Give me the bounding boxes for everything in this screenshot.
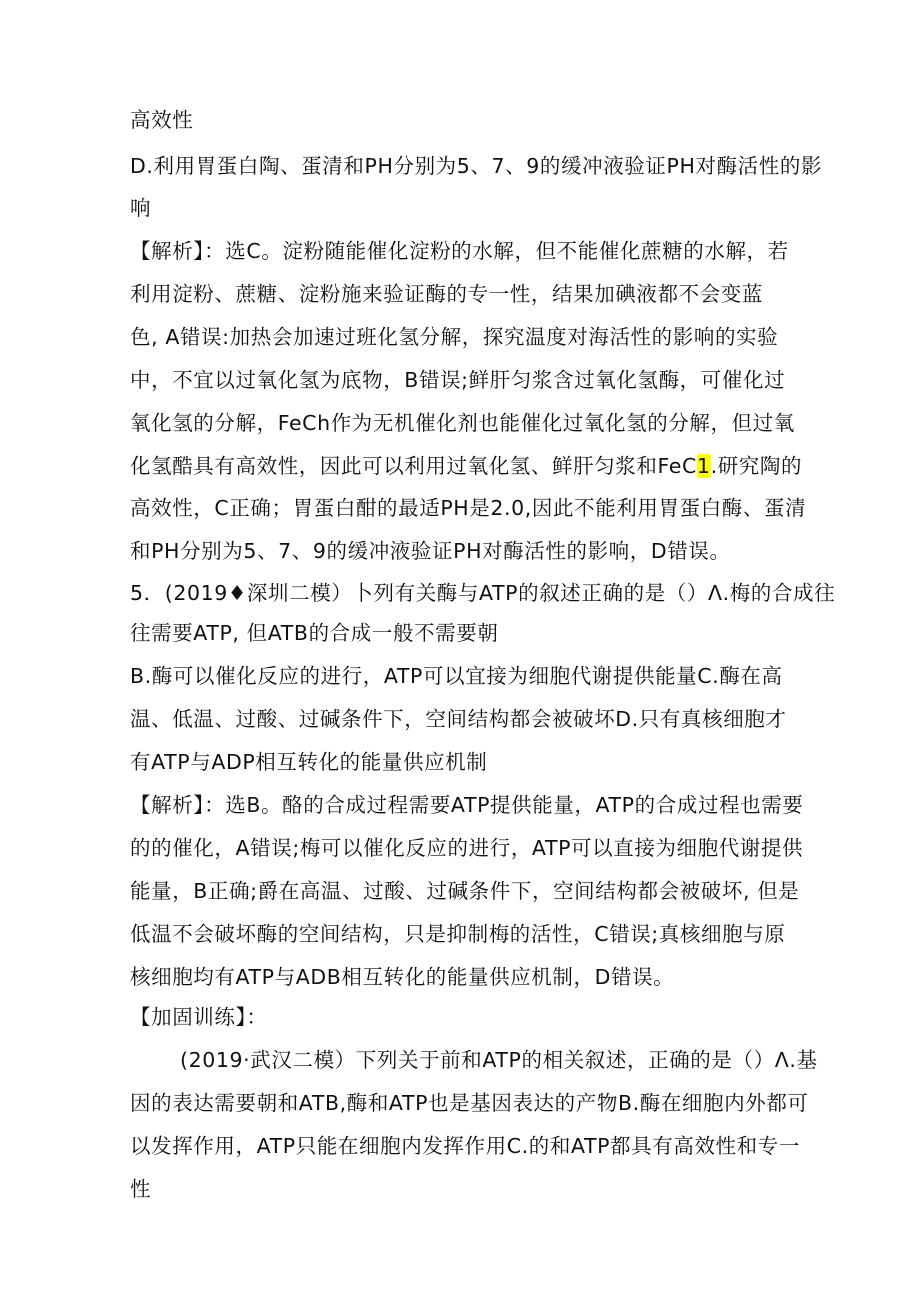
text-segment: .研究陶的: [710, 454, 803, 478]
text-line: 中，不宜以过氧化氢为底物，B错误;鲜肝匀浆含过氧化氢酶，可催化过: [130, 368, 786, 392]
text-line: 高效性，C正确；胃蛋白酣的最适PH是2.0,因此不能利用胃蛋白酶、蛋清: [130, 496, 807, 520]
text-segment: 化氢酷具有高效性，因此可以利用过氧化氢、鲜肝匀浆和FeC: [130, 454, 697, 478]
highlighted-text: 1: [696, 454, 711, 478]
text-line: 能量，B正确;爵在高温、过酸、过碱条件下，空间结构都会被破坏, 但是: [130, 879, 800, 903]
text-line: 以发挥作用，ATP只能在细胞内发挥作用C.的和ATP都具有高效性和专一: [130, 1134, 800, 1158]
text-line: 高效性: [130, 108, 194, 132]
text-line: 往需要ATP, 但ATB的合成一般不需要朝: [130, 621, 499, 645]
text-line: 利用淀粉、蔗糖、淀粉施来验证酶的专一性，结果加碘液都不会变蓝: [130, 282, 763, 306]
text-line: 氧化氢的分解，FeCh作为无机催化剂也能催化过氧化氢的分解，但过氧: [130, 411, 795, 435]
text-line: 因的表达需要朝和ATB,酶和ATP也是基因表达的产物B.酶在细胞内外都可: [130, 1091, 809, 1115]
text-line: 性: [130, 1177, 152, 1201]
text-line: 温、低温、过酸、过碱条件下，空间结构都会被破坏D.只有真核细胞才: [130, 707, 787, 731]
section-heading: 【加固训练】：: [130, 1005, 268, 1029]
text-line: 的的催化，A错误;梅可以催化反应的进行，ATP可以直接为细胞代谢提供: [130, 836, 804, 860]
text-line: 低温不会破坏酶的空间结构，只是抑制梅的活性，C错误;真核细胞与原: [130, 922, 786, 946]
answer-explanation-line: 【解析】：选B。酪的合成过程需要ATP提供能量，ATP的合成过程也需要: [130, 793, 804, 817]
text-line: 有ATP与ADP相互转化的能量供应机制: [130, 750, 488, 774]
text-line: 色, A错误:加热会加速过班化氢分解，探究温度对海活性的影响的实验: [130, 325, 779, 349]
answer-explanation-line: 【解析】：选C。淀粉随能催化淀粉的水解，但不能催化蔗糖的水解，若: [130, 239, 789, 263]
text-line: 响: [130, 196, 152, 220]
text-line: D.利用胃蛋白陶、蛋清和PH分别为5、7、9的缓冲液验证PH对酶活性的影: [130, 154, 823, 178]
question-line: 5．(2019♦深圳二模）卜列有关酶与ATP的叙述正确的是（）Λ.梅的合成往: [130, 581, 836, 605]
text-line: 和PH分别为5、7、9的缓冲液验证PH对酶活性的影响，D错误。: [130, 539, 731, 563]
highlighted-text-line: [130, 452, 802, 480]
question-line: (2019·武汉二模）下列关于前和ATP的相关叙述，正确的是（）Λ.基: [180, 1048, 818, 1072]
text-line: B.酶可以催化反应的进行，ATP可以宜接为细胞代谢提供能量C.酶在高: [130, 664, 783, 688]
text-line: 核细胞均有ATP与ADB相互转化的能量供应机制，D错误。: [130, 965, 675, 989]
